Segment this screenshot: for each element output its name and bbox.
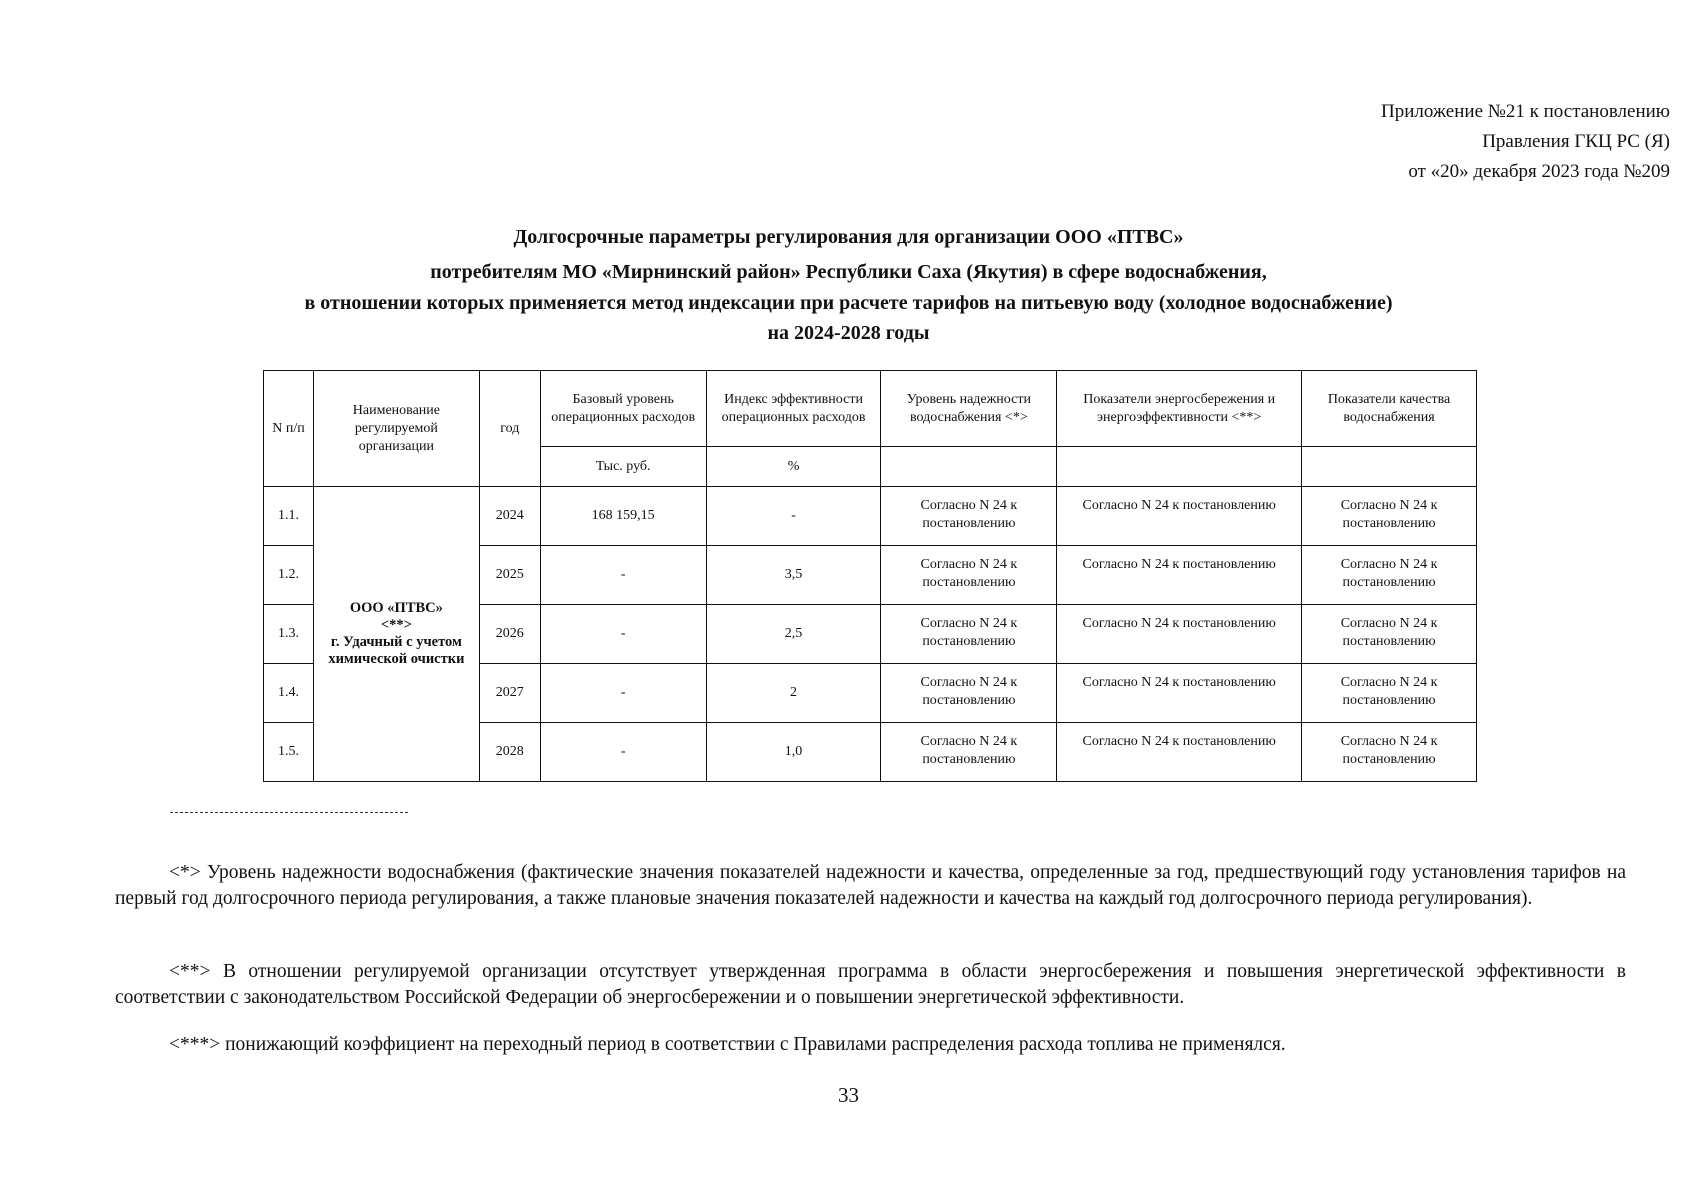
row-reliability: Согласно N 24 к постановлению bbox=[881, 664, 1057, 723]
row-year: 2028 bbox=[479, 723, 540, 782]
row-quality: Согласно N 24 к постановлению bbox=[1302, 487, 1477, 546]
unit-reliability bbox=[881, 447, 1057, 487]
row-num: 1.4. bbox=[264, 664, 314, 723]
row-base-opex: 168 159,15 bbox=[540, 487, 706, 546]
resolution-line-2: Правления ГКЦ РС (Я) bbox=[1482, 131, 1670, 152]
row-quality: Согласно N 24 к постановлению bbox=[1302, 605, 1477, 664]
row-num: 1.3. bbox=[264, 605, 314, 664]
footnote-energy-saving: <**> В отношении регулируемой организации отсутствует утвержденная программа в области энергосбережения и повышения энергетической эффективности в соответствии с законодательством Российской Федерации об энергосбережении и о повышении энергетической эффективности. bbox=[115, 961, 1626, 1008]
footnote-reduction-coefficient: <***> понижающий коэффициент на переходный период в соответствии с Правилами распределения расхода топлива не применялся. bbox=[169, 1034, 1286, 1055]
row-efficiency-index: 2,5 bbox=[706, 605, 881, 664]
organization-note: <**> bbox=[380, 617, 412, 633]
table-header-row bbox=[264, 371, 1477, 447]
row-reliability: Согласно N 24 к постановлению bbox=[881, 605, 1057, 664]
row-num: 1.5. bbox=[264, 723, 314, 782]
row-num: 1.2. bbox=[264, 546, 314, 605]
unit-base-opex: Тыс. руб. bbox=[540, 447, 706, 487]
row-efficiency-index: - bbox=[706, 487, 881, 546]
table-row bbox=[264, 487, 1477, 546]
row-base-opex: - bbox=[540, 605, 706, 664]
row-energy-saving: Согласно N 24 к постановлению bbox=[1057, 605, 1302, 664]
row-reliability: Согласно N 24 к постановлению bbox=[881, 487, 1057, 546]
row-energy-saving: Согласно N 24 к постановлению bbox=[1057, 664, 1302, 723]
organization-place: г. Удачный с учетом химической очистки bbox=[328, 634, 465, 667]
unit-efficiency-index: % bbox=[706, 447, 881, 487]
resolution-reference bbox=[1381, 97, 1670, 187]
row-efficiency-index: 2 bbox=[706, 664, 881, 723]
title-line-2: потребителям МО «Мирнинский район» Республики Саха (Якутия) в сфере водоснабжения, bbox=[430, 261, 1267, 283]
row-year: 2025 bbox=[479, 546, 540, 605]
regulation-parameters-table bbox=[263, 370, 1477, 782]
row-base-opex: - bbox=[540, 546, 706, 605]
row-year: 2026 bbox=[479, 605, 540, 664]
unit-energy-saving bbox=[1057, 447, 1302, 487]
row-year: 2027 bbox=[479, 664, 540, 723]
row-efficiency-index: 3,5 bbox=[706, 546, 881, 605]
row-energy-saving: Согласно N 24 к постановлению bbox=[1057, 546, 1302, 605]
header-quality: Показатели качества водоснабжения bbox=[1302, 371, 1477, 447]
header-year: год bbox=[479, 371, 540, 487]
organization-name: ООО «ПТВС» bbox=[349, 600, 443, 616]
row-reliability: Согласно N 24 к постановлению bbox=[881, 723, 1057, 782]
organization-cell bbox=[313, 487, 479, 782]
title-line-3: в отношении которых применяется метод индексации при расчете тарифов на питьевую воду (холодное водоснабжение) bbox=[304, 292, 1393, 314]
header-org: Наименование регулируемой организации bbox=[313, 371, 479, 487]
row-energy-saving: Согласно N 24 к постановлению bbox=[1057, 723, 1302, 782]
document-title bbox=[0, 222, 1697, 348]
header-efficiency-index: Индекс эффективности операционных расходов bbox=[706, 371, 881, 447]
row-base-opex: - bbox=[540, 664, 706, 723]
resolution-line-3: от «20» декабря 2023 года №209 bbox=[1408, 161, 1670, 182]
row-base-opex: - bbox=[540, 723, 706, 782]
title-line-4: на 2024-2028 годы bbox=[767, 322, 930, 344]
unit-quality bbox=[1302, 447, 1477, 487]
row-year: 2024 bbox=[479, 487, 540, 546]
page-number: 33 bbox=[838, 1083, 859, 1107]
header-reliability: Уровень надежности водоснабжения <*> bbox=[881, 371, 1057, 447]
resolution-line-1: Приложение №21 к постановлению bbox=[1381, 101, 1670, 122]
row-quality: Согласно N 24 к постановлению bbox=[1302, 664, 1477, 723]
row-energy-saving: Согласно N 24 к постановлению bbox=[1057, 487, 1302, 546]
row-efficiency-index: 1,0 bbox=[706, 723, 881, 782]
title-line-1: Долгосрочные параметры регулирования для организации ООО «ПТВС» bbox=[513, 226, 1184, 248]
footnote-separator bbox=[170, 812, 408, 813]
header-energy-saving: Показатели энергосбережения и энергоэффективности <**> bbox=[1057, 371, 1302, 447]
header-num: N п/п bbox=[264, 371, 314, 487]
row-num: 1.1. bbox=[264, 487, 314, 546]
row-quality: Согласно N 24 к постановлению bbox=[1302, 723, 1477, 782]
row-reliability: Согласно N 24 к постановлению bbox=[881, 546, 1057, 605]
header-base-opex: Базовый уровень операционных расходов bbox=[540, 371, 706, 447]
footnote-reliability: <*> Уровень надежности водоснабжения (фактические значения показателей надежности и качества, определенные за год, предшествующий году установления тарифов на первый год долгосрочного периода регулирования, а также плановые значения показателей надежности и качества на каждый год долгосрочного периода регулирования). bbox=[115, 862, 1626, 909]
row-quality: Согласно N 24 к постановлению bbox=[1302, 546, 1477, 605]
